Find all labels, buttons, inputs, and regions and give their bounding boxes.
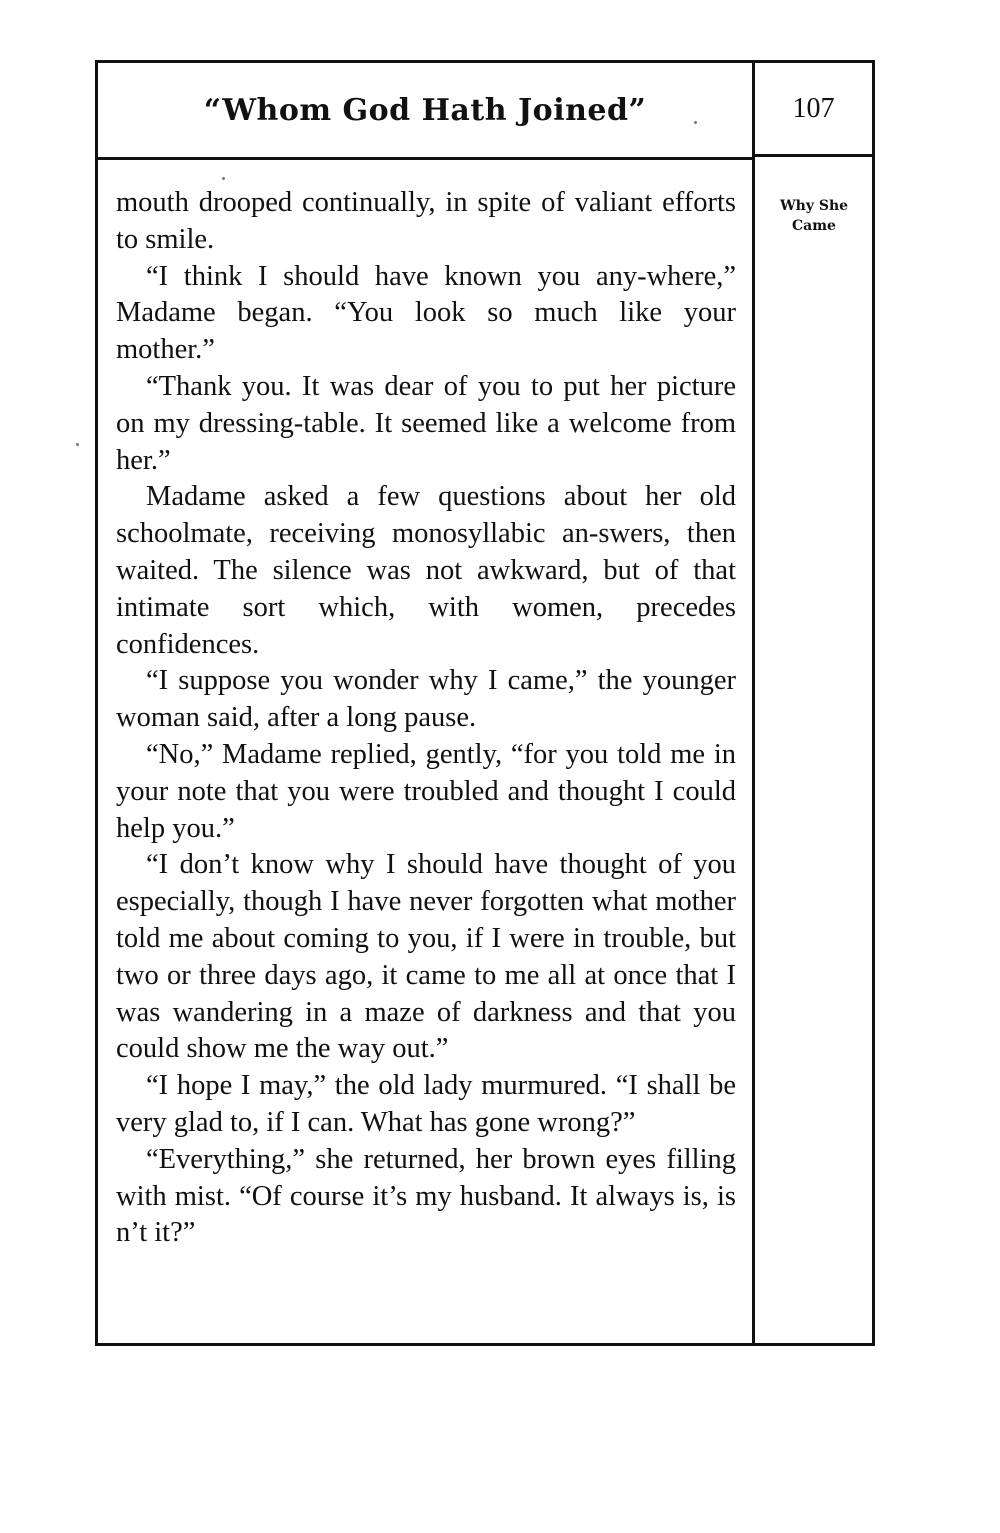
page-frame	[95, 60, 875, 1346]
marginal-note-line-1: Why She	[779, 198, 849, 214]
page-number: 107	[792, 92, 835, 124]
page-number-box	[752, 63, 872, 157]
stray-mark-left	[76, 443, 79, 446]
paragraph: “I think I should have known you any-where,” Madame began. “You look so much like your mother.”	[116, 260, 736, 366]
paragraph: “Everything,” she returned, her brown eyes filling with mist. “Of course it’s my husband. It always is, is n’t it?”	[116, 1143, 736, 1249]
paragraph: “I hope I may,” the old lady murmured. “I shall be very glad to, if I can. What has gone wrong?”	[116, 1070, 736, 1138]
paragraph: “I don’t know why I should have thought of you especially, though I have never forgotten what mother told me about coming to you, if I were in trouble, but two or three days ago, it came to me all at once that I was wandering in a maze of darkness and that you could show me the way out.”	[116, 849, 736, 1065]
margin-column-divider	[752, 157, 755, 1343]
running-header-title: “Whom God Hath Joined”	[203, 92, 647, 128]
paragraph: mouth drooped continually, in spite of valiant efforts to smile.	[116, 187, 736, 255]
paragraph: “No,” Madame replied, gently, “for you told me in your note that you were troubled and thought I could help you.”	[116, 738, 736, 844]
marginal-note-line-2: Came	[792, 218, 836, 234]
paragraph: “Thank you. It was dear of you to put her picture on my dressing-table. It seemed like a welcome from her.”	[116, 370, 736, 476]
paragraph: Madame asked a few questions about her old schoolmate, receiving monosyllabic an-swers, then waited. The silence was not awkward, but of that intimate sort which, with women, precedes confidences.	[116, 481, 736, 660]
running-header	[98, 63, 752, 160]
paragraph: “I suppose you wonder why I came,” the younger woman said, after a long pause.	[116, 665, 736, 734]
body-text	[116, 185, 736, 1252]
marginal-note	[758, 196, 870, 236]
